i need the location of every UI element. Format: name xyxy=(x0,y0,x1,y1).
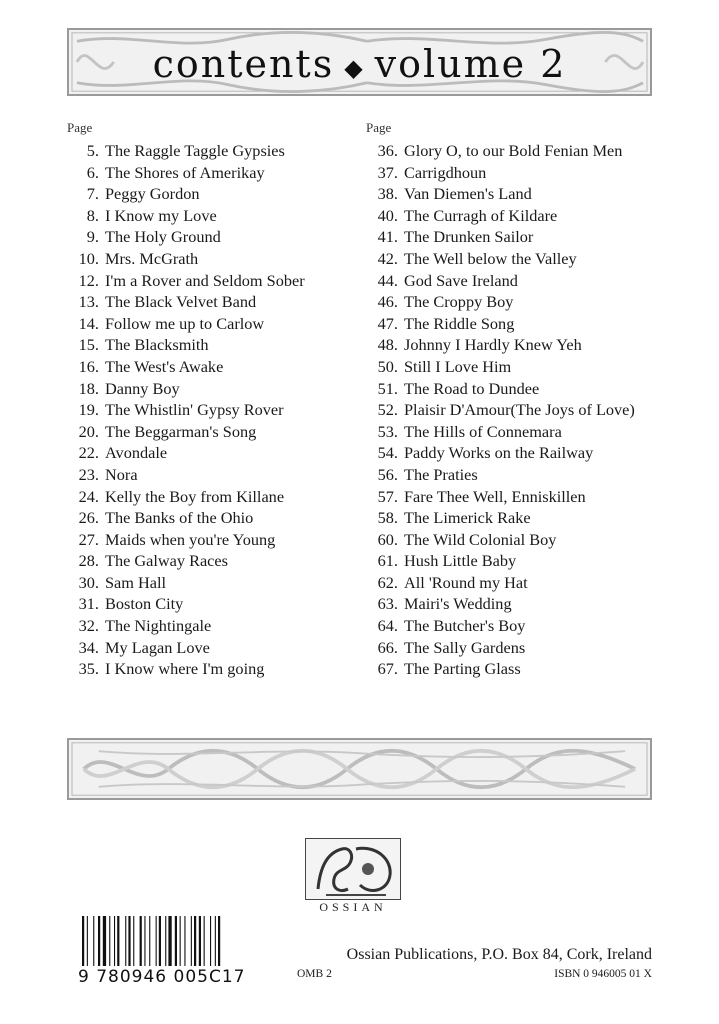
contents-entry xyxy=(366,615,656,637)
entry-page-number: 28. xyxy=(78,551,99,571)
entry-title: Boston City xyxy=(105,594,184,614)
entry-title: I Know my Love xyxy=(105,205,217,225)
contents-entry xyxy=(366,270,656,292)
entry-page-number: 24. xyxy=(78,486,99,506)
entry-title: God Save Ireland xyxy=(404,270,518,290)
entry-title: The Whistlin' Gypsy Rover xyxy=(105,400,284,420)
entry-page-number: 56. xyxy=(377,464,398,484)
contents-entry xyxy=(67,183,357,205)
contents-entry xyxy=(67,658,357,680)
entry-page-number: 6. xyxy=(86,162,99,182)
publisher-address: Ossian Publications, P.O. Box 84, Cork, Ireland xyxy=(346,946,652,963)
entry-page-number: 34. xyxy=(78,637,99,657)
contents-entry xyxy=(366,421,656,443)
entry-page-number: 61. xyxy=(377,551,398,571)
entry-page-number: 23. xyxy=(78,464,99,484)
entry-page-number: 20. xyxy=(78,421,99,441)
contents-entry xyxy=(67,486,357,508)
entry-page-number: 40. xyxy=(377,205,398,225)
entry-title: Avondale xyxy=(105,443,168,463)
contents-list xyxy=(366,140,656,680)
entry-page-number: 57. xyxy=(377,486,398,506)
contents-entry xyxy=(366,248,656,270)
entry-page-number: 42. xyxy=(377,248,398,268)
contents-entry xyxy=(67,529,357,551)
entry-page-number: 36. xyxy=(377,141,398,160)
entry-page-number: 32. xyxy=(78,616,99,636)
entry-title: The Curragh of Kildare xyxy=(404,205,558,225)
entry-page-number: 31. xyxy=(78,594,99,614)
entry-page-number: 37. xyxy=(377,162,398,182)
entry-page-number: 52. xyxy=(377,400,398,420)
contents-right-column xyxy=(366,120,656,680)
entry-title: The Hills of Connemara xyxy=(404,421,562,441)
contents-entry xyxy=(366,226,656,248)
entry-title: The Sally Gardens xyxy=(404,637,526,657)
contents-entry xyxy=(366,162,656,184)
contents-entry xyxy=(67,421,357,443)
entry-title: The West's Awake xyxy=(105,356,224,376)
logo-emblem-icon xyxy=(305,838,401,900)
entry-title: My Lagan Love xyxy=(105,637,210,657)
contents-entry xyxy=(366,593,656,615)
contents-entry xyxy=(67,334,357,356)
entry-page-number: 35. xyxy=(78,659,99,679)
entry-title: I'm a Rover and Seldom Sober xyxy=(105,270,305,290)
entry-title: Carrigdhoun xyxy=(404,162,487,182)
contents-entry xyxy=(366,464,656,486)
entry-page-number: 67. xyxy=(377,659,398,679)
contents-entry xyxy=(366,313,656,335)
contents-entry xyxy=(67,291,357,313)
entry-page-number: 7. xyxy=(86,184,99,204)
entry-title: Glory O, to our Bold Fenian Men xyxy=(404,141,623,160)
page-title xyxy=(69,42,650,86)
contents-left-column xyxy=(67,120,357,680)
entry-page-number: 8. xyxy=(86,205,99,225)
entry-page-number: 10. xyxy=(78,248,99,268)
title-banner xyxy=(67,28,652,96)
entry-title: Sam Hall xyxy=(105,572,167,592)
entry-page-number: 30. xyxy=(78,572,99,592)
entry-title: The Nightingale xyxy=(105,616,212,636)
entry-title: The Black Velvet Band xyxy=(105,292,257,312)
entry-page-number: 16. xyxy=(78,356,99,376)
entry-title: The Croppy Boy xyxy=(404,292,514,312)
entry-page-number: 12. xyxy=(78,270,99,290)
contents-entry xyxy=(366,334,656,356)
entry-title: Mrs. McGrath xyxy=(105,248,199,268)
entry-title: The Road to Dundee xyxy=(404,378,540,398)
logo-text: OSSIAN xyxy=(319,900,387,914)
contents-entry xyxy=(67,572,357,594)
entry-title: The Blacksmith xyxy=(105,335,209,355)
celtic-knot-icon xyxy=(69,740,650,798)
contents-entry xyxy=(67,442,357,464)
entry-title: Plaisir D'Amour(The Joys of Love) xyxy=(404,400,635,420)
entry-page-number: 13. xyxy=(78,292,99,312)
contents-entry xyxy=(67,399,357,421)
entry-page-number: 60. xyxy=(377,529,398,549)
ossian-logo xyxy=(305,838,401,912)
entry-page-number: 5. xyxy=(86,141,99,160)
entry-page-number: 64. xyxy=(377,616,398,636)
contents-entry xyxy=(366,205,656,227)
entry-title: I Know where I'm going xyxy=(105,659,265,679)
contents-entry xyxy=(366,486,656,508)
entry-page-number: 66. xyxy=(377,637,398,657)
entry-page-number: 44. xyxy=(377,270,398,290)
entry-page-number: 62. xyxy=(377,572,398,592)
entry-title: Fare Thee Well, Enniskillen xyxy=(404,486,586,506)
entry-title: The Well below the Valley xyxy=(404,248,577,268)
entry-title: The Praties xyxy=(404,464,478,484)
diamond-separator-icon: ◆ xyxy=(344,53,365,82)
barcode-digits: 9 780946 005C17 xyxy=(78,967,246,987)
contents-entry xyxy=(67,615,357,637)
entry-page-number: 53. xyxy=(377,421,398,441)
contents-entry xyxy=(366,529,656,551)
contents-entry xyxy=(366,507,656,529)
contents-entry xyxy=(67,162,357,184)
entry-page-number: 14. xyxy=(78,313,99,333)
contents-entry xyxy=(67,356,357,378)
entry-title: The Shores of Amerikay xyxy=(105,162,265,182)
entry-page-number: 47. xyxy=(377,313,398,333)
contents-entry xyxy=(67,248,357,270)
entry-page-number: 19. xyxy=(78,400,99,420)
contents-entry xyxy=(67,507,357,529)
entry-title: The Drunken Sailor xyxy=(404,227,534,247)
page-column-label: Page xyxy=(366,120,392,135)
barcode-icon xyxy=(80,916,270,966)
entry-page-number: 9. xyxy=(86,227,99,247)
entry-title: The Galway Races xyxy=(105,551,228,571)
entry-title: Hush Little Baby xyxy=(404,551,517,571)
entry-page-number: 15. xyxy=(78,335,99,355)
contents-entry xyxy=(366,658,656,680)
entry-page-number: 50. xyxy=(377,356,398,376)
entry-title: Johnny I Hardly Knew Yeh xyxy=(404,335,582,355)
entry-title: Peggy Gordon xyxy=(105,184,200,204)
entry-title: The Parting Glass xyxy=(404,659,521,679)
contents-entry xyxy=(366,140,656,162)
entry-page-number: 38. xyxy=(377,184,398,204)
contents-entry xyxy=(366,442,656,464)
entry-title: The Holy Ground xyxy=(105,227,221,247)
contents-list xyxy=(67,140,357,680)
entry-title: Danny Boy xyxy=(105,378,180,398)
entry-title: The Wild Colonial Boy xyxy=(404,529,557,549)
catalog-number: OMB 2 xyxy=(297,968,332,980)
contents-entry xyxy=(67,270,357,292)
entry-page-number: 18. xyxy=(78,378,99,398)
entry-title: The Raggle Taggle Gypsies xyxy=(105,141,285,160)
contents-entry xyxy=(67,205,357,227)
contents-entry xyxy=(67,378,357,400)
entry-title: Kelly the Boy from Killane xyxy=(105,486,285,506)
isbn-number: ISBN 0 946005 01 X xyxy=(554,968,652,980)
entry-title: The Beggarman's Song xyxy=(105,421,257,441)
entry-title: Still I Love Him xyxy=(404,356,512,376)
entry-page-number: 26. xyxy=(78,508,99,528)
contents-entry xyxy=(366,637,656,659)
entry-page-number: 58. xyxy=(377,508,398,528)
contents-entry xyxy=(366,550,656,572)
contents-entry xyxy=(366,183,656,205)
entry-page-number: 54. xyxy=(377,443,398,463)
entry-page-number: 22. xyxy=(78,443,99,463)
entry-page-number: 63. xyxy=(377,594,398,614)
contents-entry xyxy=(366,399,656,421)
contents-entry xyxy=(366,291,656,313)
contents-entry xyxy=(366,572,656,594)
contents-entry xyxy=(366,356,656,378)
entry-title: The Riddle Song xyxy=(404,313,515,333)
entry-title: The Butcher's Boy xyxy=(404,616,526,636)
entry-page-number: 46. xyxy=(377,292,398,312)
contents-entry xyxy=(366,378,656,400)
contents-entry xyxy=(67,226,357,248)
contents-entry xyxy=(67,550,357,572)
entry-title: Mairi's Wedding xyxy=(404,594,512,614)
entry-title: Paddy Works on the Railway xyxy=(404,443,594,463)
decorative-banner xyxy=(67,738,652,800)
entry-title: All 'Round my Hat xyxy=(404,572,528,592)
entry-page-number: 41. xyxy=(377,227,398,247)
entry-title: Follow me up to Carlow xyxy=(105,313,265,333)
entry-page-number: 48. xyxy=(377,335,398,355)
entry-page-number: 27. xyxy=(78,529,99,549)
entry-title: The Limerick Rake xyxy=(404,508,531,528)
entry-title: Maids when you're Young xyxy=(105,529,276,549)
entry-title: The Banks of the Ohio xyxy=(105,508,254,528)
contents-entry xyxy=(67,593,357,615)
contents-entry xyxy=(67,140,357,162)
contents-entry xyxy=(67,464,357,486)
title-volume: volume 2 xyxy=(374,42,567,86)
entry-page-number: 51. xyxy=(377,378,398,398)
page-column-label: Page xyxy=(67,120,93,135)
entry-title: Nora xyxy=(105,464,138,484)
contents-entry xyxy=(67,637,357,659)
contents-entry xyxy=(67,313,357,335)
title-contents: contents xyxy=(152,42,335,86)
entry-title: Van Diemen's Land xyxy=(404,184,532,204)
